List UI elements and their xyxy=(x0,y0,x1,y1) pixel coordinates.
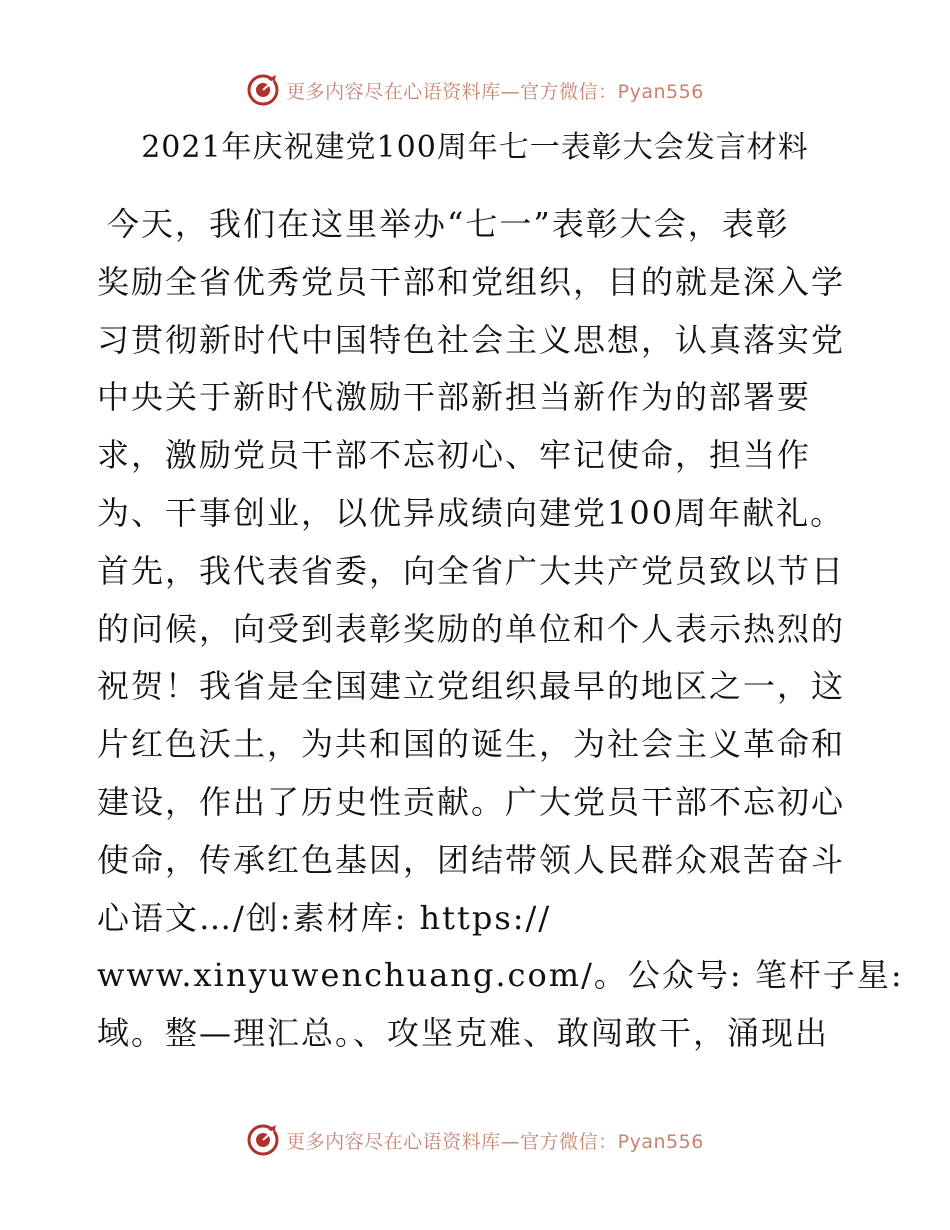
body-line-11: 建设，作出了历史性贡献。广大党员干部不忘初心 xyxy=(97,782,846,821)
body-line-14: www.xinyuwenchuang.com/。公众号: 笔杆子星: xyxy=(97,956,904,995)
body-line-10: 片红色沃土，为共和国的诞生，为社会主义革命和 xyxy=(97,725,846,764)
header-banner-text: 更多内容尽在心语资料库—官方微信：Pyan556 xyxy=(286,80,704,103)
body-line-12: 使命，传承红色基因，团结带领人民群众艰苦奋斗 xyxy=(97,840,846,879)
body-line-4: 中央关于新时代激励干部新担当新作为的部署要 xyxy=(97,378,812,417)
body-line-1: 今天，我们在这里举办“七一”表彰大会，表彰 xyxy=(107,205,790,243)
body-line-15: 域。整—理汇总。、攻坚克难、敢闯敢干，涌现出 xyxy=(97,1014,830,1053)
body-line-7: 首先，我代表省委，向全省广大共产党员致以节日 xyxy=(97,551,846,590)
header-banner xyxy=(0,70,950,110)
footer-banner xyxy=(0,1120,950,1160)
document-body xyxy=(97,196,904,1063)
body-line-3: 习贯彻新时代中国特色社会主义思想，认真落实党 xyxy=(97,320,846,359)
body-line-5: 求，激励党员干部不忘初心、牢记使命，担当作 xyxy=(97,436,812,475)
footer-banner-text: 更多内容尽在心语资料库—官方微信：Pyan556 xyxy=(286,1130,704,1153)
red-seal-logo-icon xyxy=(246,1123,280,1157)
document-title: 2021年庆祝建党100周年七一表彰大会发言材料 xyxy=(141,130,809,165)
body-line-2: 奖励全省优秀党员干部和党组织，目的就是深入学 xyxy=(97,262,846,301)
body-line-9: 祝贺！我省是全国建立党组织最早的地区之一，这 xyxy=(97,667,846,706)
body-line-13: 心语文…/创:素材库: https:// xyxy=(97,898,552,937)
body-line-8: 的问候，向受到表彰奖励的单位和个人表示热烈的 xyxy=(97,609,846,648)
red-seal-logo-icon xyxy=(246,73,280,107)
body-line-6: 为、干事创业，以优异成绩向建党100周年献礼。 xyxy=(97,493,845,532)
